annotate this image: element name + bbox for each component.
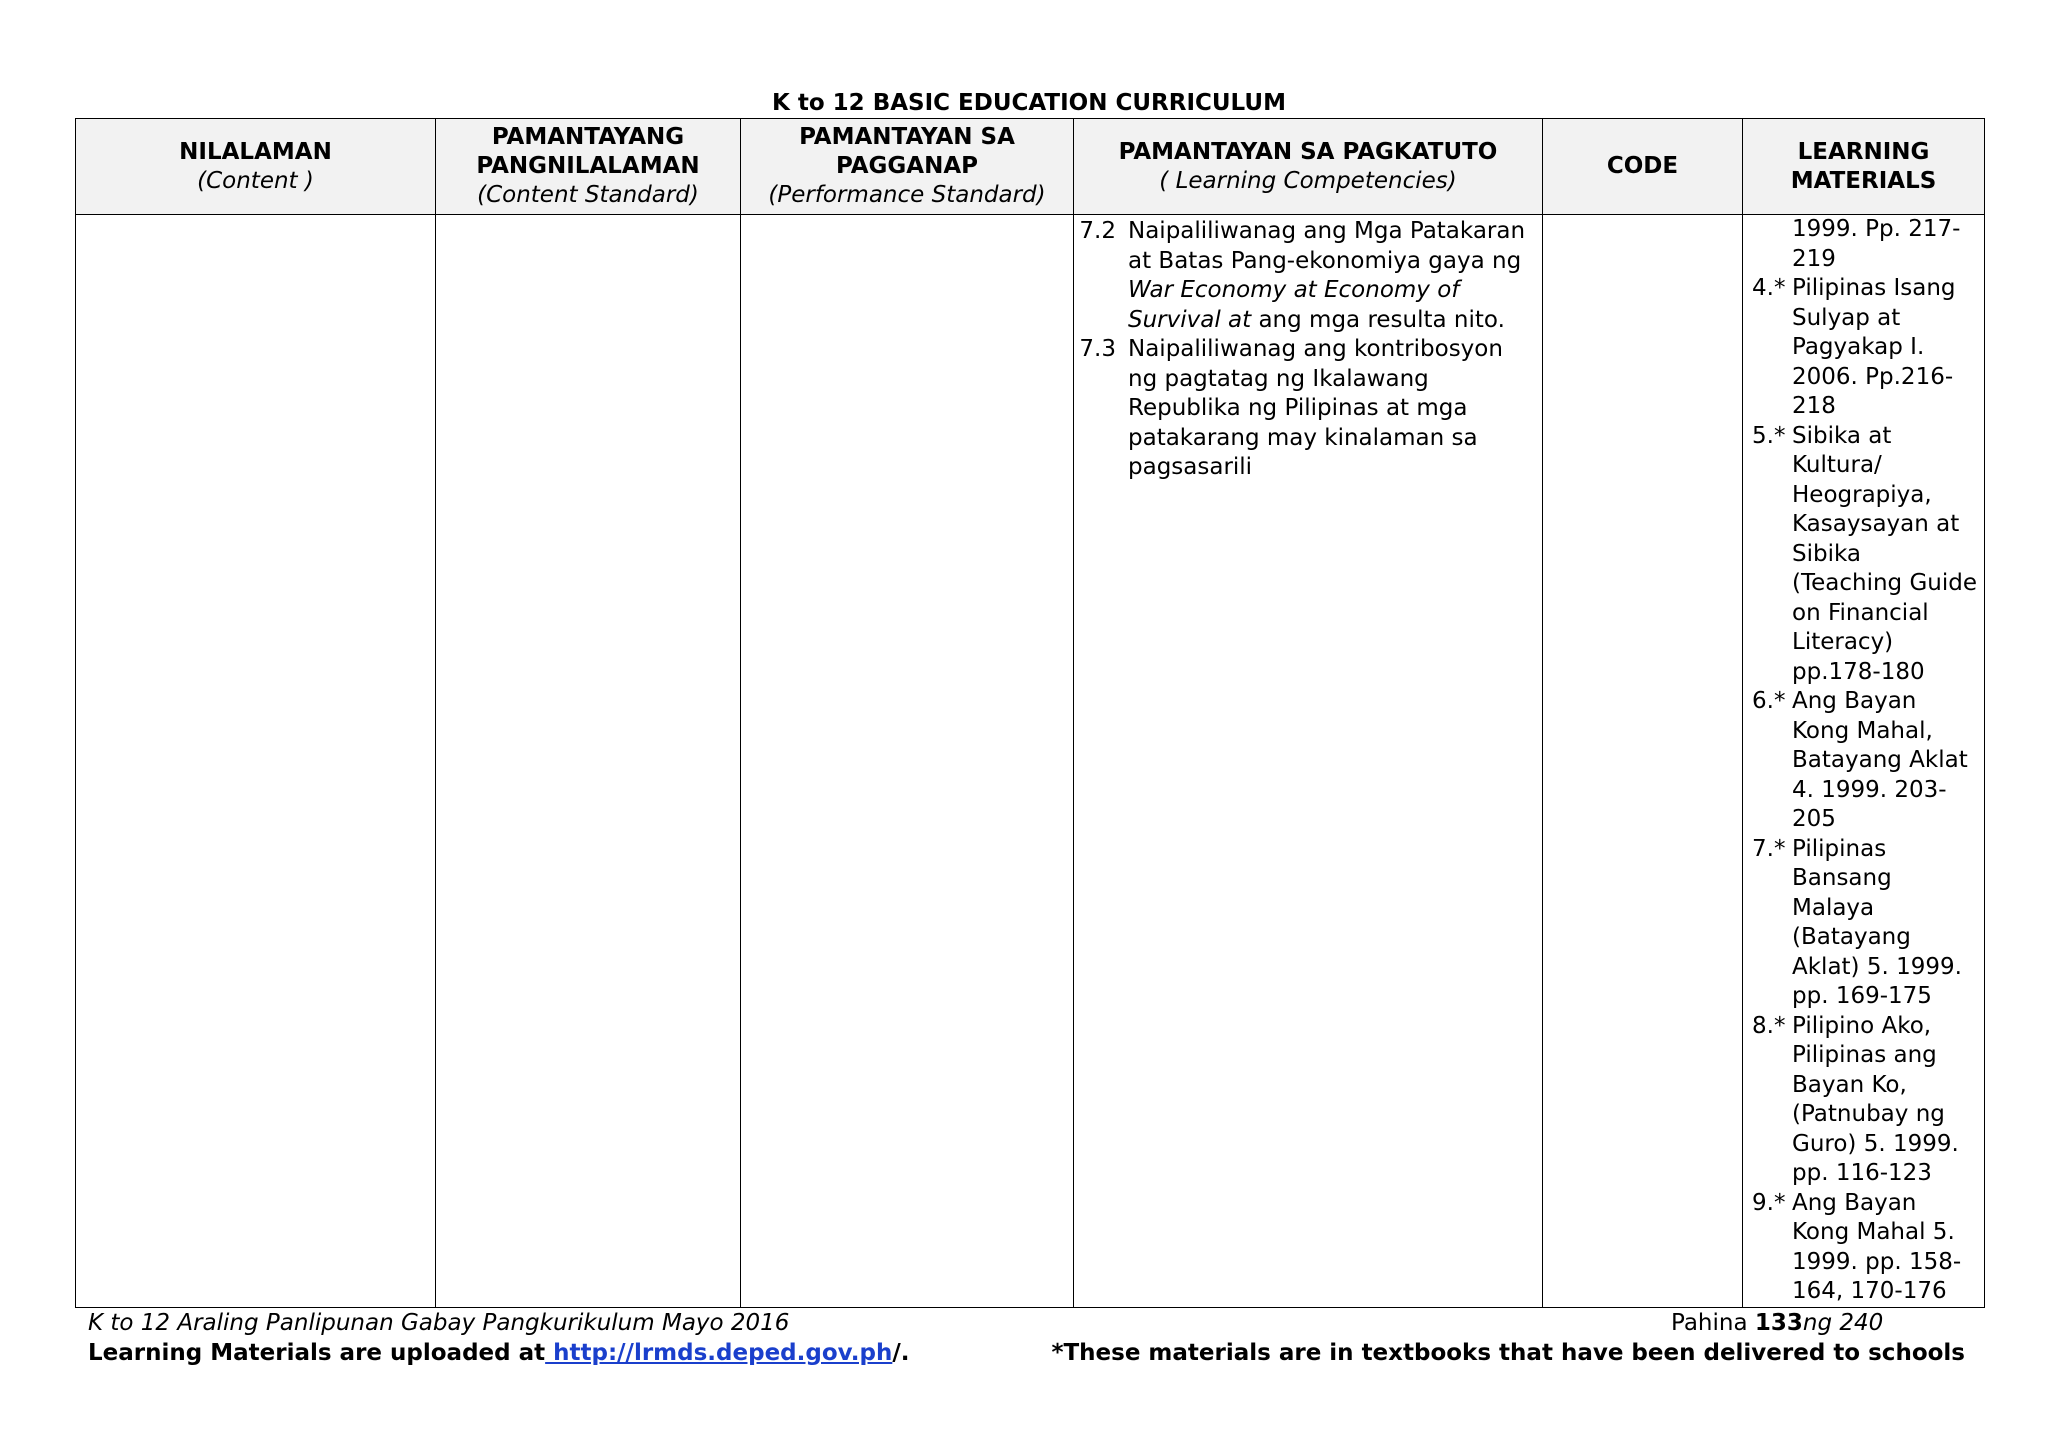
header-content-standard-title: PAMANTAYANG PANGNILALAMAN: [476, 124, 700, 179]
competency-text-italic: War Economy at Economy of Survival at: [1128, 277, 1460, 333]
competency-text-part: ang mga resulta nito.: [1251, 306, 1505, 333]
footer-note: *These materials are in textbooks that have been delivered to schools: [1051, 1340, 1965, 1366]
curriculum-table: [75, 118, 1985, 1308]
material-item: [1752, 835, 1978, 1012]
material-number: 6.*: [1752, 688, 1786, 714]
header-content-subtitle: (Content ): [197, 167, 314, 194]
material-number: 4.*: [1752, 275, 1786, 301]
material-item: [1752, 1012, 1978, 1189]
table-row: [76, 215, 1985, 1308]
material-text: Sibika at Kultura/ Heograpiya, Kasaysayan at Sibika (Teaching Guide on Financial Literacy) pp.178-180: [1792, 422, 1977, 685]
competency-text-part: Naipaliliwanag ang Mga Patakaran at Batas Pang-ekonomiya gaya ng: [1128, 218, 1526, 274]
material-text: Ang Bayan Kong Mahal, Batayang Aklat 4. 1999. 203-205: [1792, 688, 1968, 832]
material-number: 8.*: [1752, 1012, 1786, 1039]
learning-materials-cell: [1743, 215, 1985, 1308]
lrmds-link[interactable]: http://lrmds.deped.gov.ph: [545, 1340, 893, 1366]
material-number: [1752, 215, 1792, 274]
content-standard-cell: [436, 215, 741, 1308]
competency-text: [1128, 217, 1532, 335]
document-title: K to 12 BASIC EDUCATION CURRICULUM: [772, 90, 1286, 116]
competency-item: [1074, 335, 1532, 483]
material-number: 9.*: [1752, 1189, 1786, 1216]
competency-text: [1128, 335, 1532, 483]
footer-upload-suffix: /.: [892, 1340, 910, 1366]
material-text: Ang Bayan Kong Mahal 5. 1999. pp. 158-164, 170-176: [1792, 1189, 1962, 1304]
footer-upload-notice: [88, 1339, 909, 1367]
page-number: 133: [1754, 1310, 1803, 1336]
material-text: Pilipino Ako, Pilipinas ang Bayan Ko, (Patnubay ng Guro) 5. 1999. pp. 116-123: [1792, 1012, 1959, 1186]
competency-number: 7.3: [1079, 336, 1116, 362]
performance-standard-cell: [741, 215, 1074, 1308]
header-learning-competencies-subtitle: ( Learning Competencies): [1159, 167, 1457, 194]
footer-upload-prefix: Learning Materials are uploaded at: [88, 1340, 546, 1366]
competency-list: [1074, 215, 1542, 483]
competency-number: 7.2: [1079, 218, 1116, 244]
competencies-cell: [1074, 215, 1543, 1308]
header-code-title: CODE: [1606, 153, 1679, 179]
material-number: 7.*: [1752, 835, 1786, 862]
header-content-standard-subtitle: (Content Standard): [477, 182, 699, 208]
page-indicator: [1671, 1309, 1883, 1337]
header-performance-standard-title: PAMANTAYAN SA PAGGANAP: [799, 124, 1015, 179]
page-label: Pahina: [1671, 1310, 1755, 1336]
material-item: [1752, 422, 1978, 688]
materials-list: [1743, 215, 1984, 1307]
material-item: [1752, 215, 1978, 274]
code-cell: [1543, 215, 1743, 1308]
footer-guide-title: K to 12 Araling Panlipunan Gabay Pangkurikulum Mayo 2016: [88, 1310, 790, 1336]
header-performance-standard: [741, 119, 1074, 215]
header-content-standard: [436, 119, 741, 215]
header-code: [1543, 119, 1743, 215]
material-item: [1752, 687, 1978, 835]
header-learning-competencies-title: PAMANTAYAN SA PAGKATUTO: [1118, 138, 1498, 165]
content-cell: [76, 215, 436, 1308]
page-total: ng 240: [1802, 1310, 1884, 1336]
header-learning-competencies: [1074, 119, 1543, 215]
header-content: [76, 119, 436, 215]
table-header-row: [76, 119, 1985, 215]
header-learning-materials-title: LEARNING MATERIALS: [1790, 138, 1937, 194]
header-learning-materials: [1743, 119, 1985, 215]
material-text: Pilipinas Bansang Malaya (Batayang Aklat) 5. 1999. pp. 169-175: [1792, 835, 1962, 1009]
material-item: [1752, 274, 1978, 422]
material-text: 1999. Pp. 217-219: [1792, 216, 1961, 272]
material-item: [1752, 1189, 1978, 1307]
competency-text-part: Naipaliliwanag ang kontribosyon ng pagtatag ng Ikalawang Republika ng Pilipinas at mga patakarang may kinalaman sa pagsasarili: [1128, 336, 1503, 480]
material-number: 5.*: [1752, 422, 1786, 449]
material-text: Pilipinas Isang Sulyap at Pagyakap I. 2006. Pp.216-218: [1792, 275, 1956, 419]
competency-item: [1074, 217, 1532, 335]
header-performance-standard-subtitle: (Performance Standard): [768, 182, 1046, 208]
header-content-title: NILALAMAN: [179, 138, 332, 165]
